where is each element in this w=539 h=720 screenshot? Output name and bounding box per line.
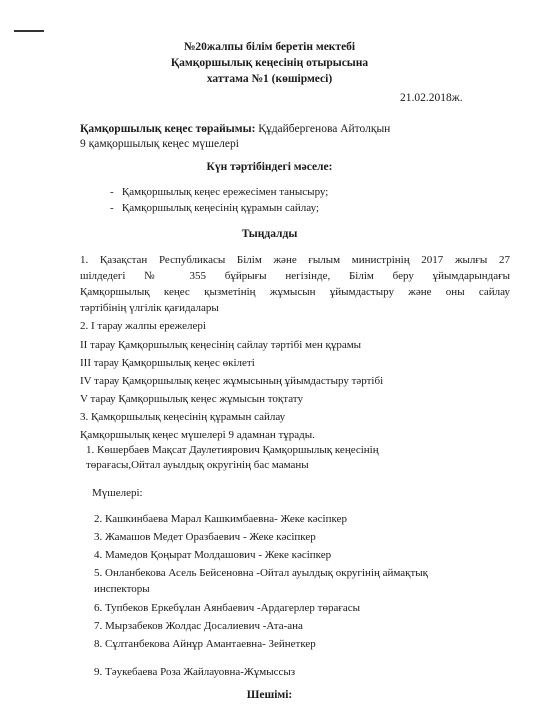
paragraph-line: тәртібінің үлгілік қағидалары — [80, 302, 219, 314]
member-item: 6. Тупбеков Еркебұлан Аянбаевич -Ардагерлер төрағасы — [94, 602, 361, 614]
members-count-line: 9 қамқоршылық кеңес мүшелері — [80, 138, 239, 150]
council-title: Қамқоршылық кеңесінің отырысына — [170, 57, 369, 69]
paragraph-line: шілдедегі № 355 бұйрығы негізінде, Білім беру ұйымдарындағы — [80, 270, 510, 282]
member-item: 4. Мамедов Қоңырат Молдашович - Жеке кәсіпкер — [94, 549, 332, 561]
agenda-item: - Қамқоршылық кеңесінің құрамын сайлау; — [110, 202, 320, 214]
member-item: 7. Мырзабеков Жолдас Досалиевич -Ата-ана — [94, 620, 303, 632]
member-item: 2. Кашкинбаева Марал Кашкимбаевна- Жеке кәсіпкер — [94, 513, 347, 525]
protocol-title: хаттама №1 (көшірмесі) — [206, 73, 333, 85]
member-item: 9. Тәукебаева Роза Жайлауовна-Жұмыссыз — [94, 666, 296, 678]
section-line: V тарау Қамқоршылық кеңес жұмысын тоқтату — [80, 393, 303, 405]
chair-label: Қамқоршылық кеңес төрайымы: — [80, 123, 256, 135]
agenda-title: Күн тәртібіндегі мәселе: — [206, 161, 333, 173]
section-line: Қамқоршылық кеңес мүшелері 9 адамнан тұрады. — [80, 429, 315, 441]
chairman-line: 1. Көшербаев Мақсат Даулетиярович Қамқоршылық кеңесінің — [86, 444, 379, 456]
chairman-line: төрағасы,Ойтал ауылдық округінің бас маманы — [86, 459, 309, 471]
member-item: 5. Онланбекова Асель Бейсеновна -Ойтал ауылдық округінің аймақтық — [94, 567, 429, 579]
section-line: 3. Қамқоршылық кеңесінің құрамын сайлау — [80, 411, 286, 423]
heard-title: Тыңдалды — [241, 228, 298, 240]
members-title: Мүшелері: — [92, 487, 143, 499]
chair-block — [80, 122, 510, 152]
section-line: ІІІ тарау Қамқоршылық кеңес өкілеті — [80, 357, 255, 369]
section-line: 2. І тарау жалпы ережелері — [80, 320, 206, 332]
agenda-item: - Қамқоршылық кеңес ережесімен танысыру; — [110, 186, 329, 198]
decision-title: Шешімі: — [246, 689, 293, 701]
section-line: IV тарау Қамқоршылық кеңес жұмысының ұйымдастыру тәртібі — [80, 375, 384, 387]
member-item: инспекторы — [94, 583, 150, 595]
section-line: ІІ тарау Қамқоршылық кеңесінің сайлау тәртібі мен құрамы — [80, 339, 362, 351]
member-item: 3. Жамашов Медет Оразбаевич - Жеке кәсіпкер — [94, 531, 316, 543]
top-rule — [14, 30, 44, 32]
paragraph-line: Қамқоршылық кеңес қызметінің жұмысын ұйымдастыру және оны сайлау — [80, 286, 510, 298]
document-date: 21.02.2018ж. — [400, 92, 463, 104]
paragraph-line: 1. Қазақстан Республикасы Білім және ғылым министрінің 2017 жылғы 27 — [80, 254, 510, 266]
chair-name: Құдайбергенова Айтолқын — [255, 123, 391, 135]
school-title: №20жалпы білім беретін мектебі — [183, 41, 356, 53]
member-item: 8. Сұлтанбекова Айнұр Амантаевна- Зейнеткер — [94, 638, 316, 650]
